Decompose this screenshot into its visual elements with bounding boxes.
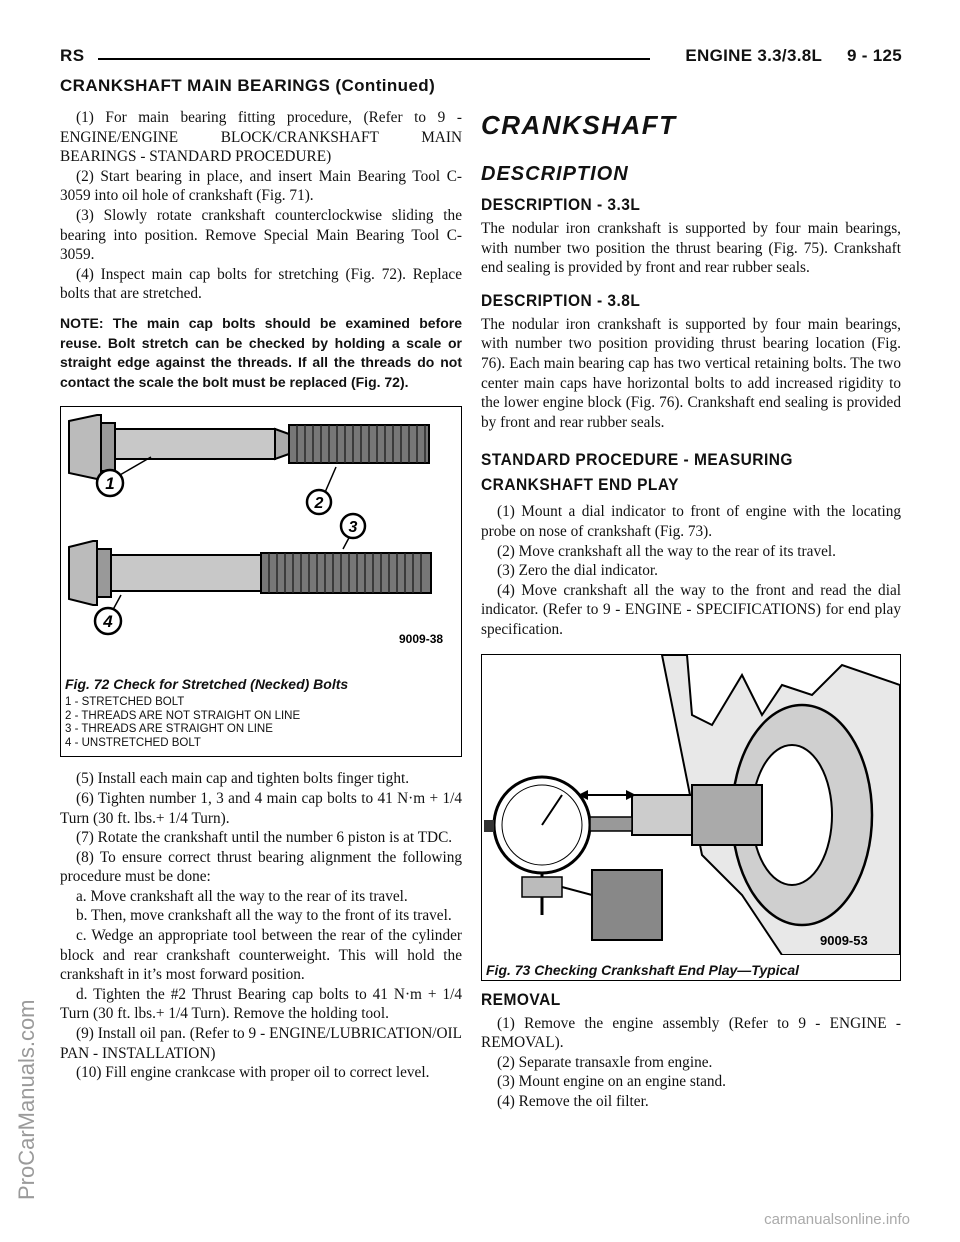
figure-caption: Fig. 72 Check for Stretched (Necked) Bolts	[65, 676, 349, 693]
callout-1-label: 1	[105, 474, 115, 494]
paragraph: (3) Mount engine on an engine stand.	[497, 1073, 726, 1091]
paragraph: (4) Move crankshaft all the way to the front and read the dial indicator. (Refer to 9 - ENGINE - SPECIFICATIONS) for end play specification.	[481, 581, 901, 638]
watermark: ProCarManuals.com	[14, 999, 39, 1200]
paragraph: (8) To ensure correct thrust bearing alignment the following procedure must be done:	[60, 848, 462, 886]
paragraph: b. Then, move crankshaft all the way to the front of its travel.	[76, 907, 452, 925]
subheading: STANDARD PROCEDURE - MEASURING CRANKSHAFT END PLAY	[481, 451, 793, 495]
legend-item: 1 - STRETCHED BOLT	[65, 696, 185, 709]
paragraph: a. Move crankshaft all the way to the rear of its travel.	[76, 887, 408, 905]
stretched-bolt	[69, 415, 429, 479]
continued-heading: CRANKSHAFT MAIN BEARINGS (Continued)	[60, 76, 436, 95]
note: NOTE: The main cap bolts should be examined before reuse. Bolt stretch can be checked by holding a scale or straight edge against the threads. If all the threads do not contact the scale the bolt must be replaced (Fig. 72).	[60, 314, 462, 390]
left-column	[60, 108, 462, 1083]
right-column	[481, 108, 901, 1111]
paragraph: c. Wedge an appropriate tool between the rear of the cylinder block and rear crankshaft counterweight. This will hold the crankshaft in it’s most forward position.	[60, 927, 462, 984]
legend-item: 3 - THREADS ARE STRAIGHT ON LINE	[65, 723, 273, 736]
header-section-code: RS	[60, 46, 85, 65]
subheading: DESCRIPTION - 3.8L	[481, 291, 641, 310]
legend-item: 4 - UNSTRETCHED BOLT	[65, 736, 201, 749]
footer-url: carmanualsonline.info	[764, 1211, 910, 1228]
paragraph: (7) Rotate the crankshaft until the number 6 piston is at TDC.	[76, 829, 453, 847]
figure-73	[481, 654, 901, 981]
figure-code: 9009-53	[820, 932, 868, 948]
figure-code: 9009-38	[399, 632, 444, 647]
description-heading: DESCRIPTION	[481, 163, 629, 185]
subheading: REMOVAL	[481, 990, 561, 1009]
unstretched-bolt	[69, 541, 431, 605]
paragraph: d. Tighten the #2 Thrust Bearing cap bolts to 41 N·m + 1/4 Turn (30 ft. lbs.+ 1/4 Turn). Remove the holding tool.	[60, 985, 462, 1023]
figure-legend	[61, 694, 461, 756]
paragraph: (9) Install oil pan. (Refer to 9 - ENGINE/LUBRICATION/OIL PAN - INSTALLATION)	[60, 1025, 462, 1062]
paragraph: (10) Fill engine crankcase with proper oil to correct level.	[76, 1064, 430, 1082]
bolts-illustration	[61, 407, 461, 669]
paragraph: (1) Remove the engine assembly (Refer to 9 - ENGINE - REMOVAL).	[481, 1014, 901, 1052]
header-page-title: ENGINE 3.3/3.8L 9 - 125	[685, 46, 902, 65]
callout-3-label: 3	[348, 519, 358, 537]
callout-4-label: 4	[103, 612, 113, 632]
paragraph: The nodular iron crankshaft is supported by four main bearings, with number two position the thrust bearing (Fig. 75). Crankshaft end sealing is provided by front and rear rubber seals.	[481, 220, 901, 277]
paragraph: (4) Remove the oil filter.	[497, 1092, 649, 1110]
page-header	[60, 44, 902, 74]
figure-72	[60, 406, 462, 757]
callout-2-label: 2	[314, 495, 324, 513]
paragraph: (4) Inspect main cap bolts for stretching (Fig. 72). Replace bolts that are stretched.	[60, 265, 462, 303]
paragraph: (1) For main bearing fitting procedure, (Refer to 9 - ENGINE/ENGINE BLOCK/CRANKSHAFT MAIN BEARINGS - STANDARD PROCEDURE)	[60, 109, 462, 166]
header-rule	[98, 58, 650, 60]
paragraph: (2) Start bearing in place, and insert Main Bearing Tool C-3059 into oil hole of crankshaft (Fig. 71).	[60, 167, 462, 205]
legend-item: 2 - THREADS ARE NOT STRAIGHT ON LINE	[65, 709, 301, 722]
paragraph: (2) Move crankshaft all the way to the rear of its travel.	[497, 542, 836, 560]
subheading: DESCRIPTION - 3.3L	[481, 196, 641, 214]
paragraph: (5) Install each main cap and tighten bolts finger tight.	[76, 770, 410, 788]
paragraph: (1) Mount a dial indicator to front of engine with the locating probe on nose of crankshaft (Fig. 73).	[481, 503, 901, 540]
figure-caption: Fig. 73 Checking Crankshaft End Play—Typical	[486, 961, 800, 978]
section-title: CRANKSHAFT	[481, 110, 677, 140]
paragraph: (6) Tighten number 1, 3 and 4 main cap bolts to 41 N·m + 1/4 Turn (30 ft. lbs.+ 1/4 Turn).	[60, 789, 462, 827]
paragraph: The nodular iron crankshaft is supported by four main bearings, with number two position providing thrust bearing location (Fig. 76). Each main bearing cap has two vertical retaining bolts. The two center main caps have horizontal bolts to add increased rigidity to the lower engine block (Fig. 76). Crankshaft end sealing is provided by front and rear rubber seals.	[481, 315, 901, 431]
paragraph: (3) Zero the dial indicator.	[497, 562, 658, 580]
paragraph: (3) Slowly rotate crankshaft counterclockwise sliding the bearing into position. Remove Special Main Bearing Tool C-3059.	[60, 206, 462, 264]
dial-indicator-illustration	[482, 655, 900, 955]
paragraph: (2) Separate transaxle from engine.	[497, 1053, 713, 1071]
